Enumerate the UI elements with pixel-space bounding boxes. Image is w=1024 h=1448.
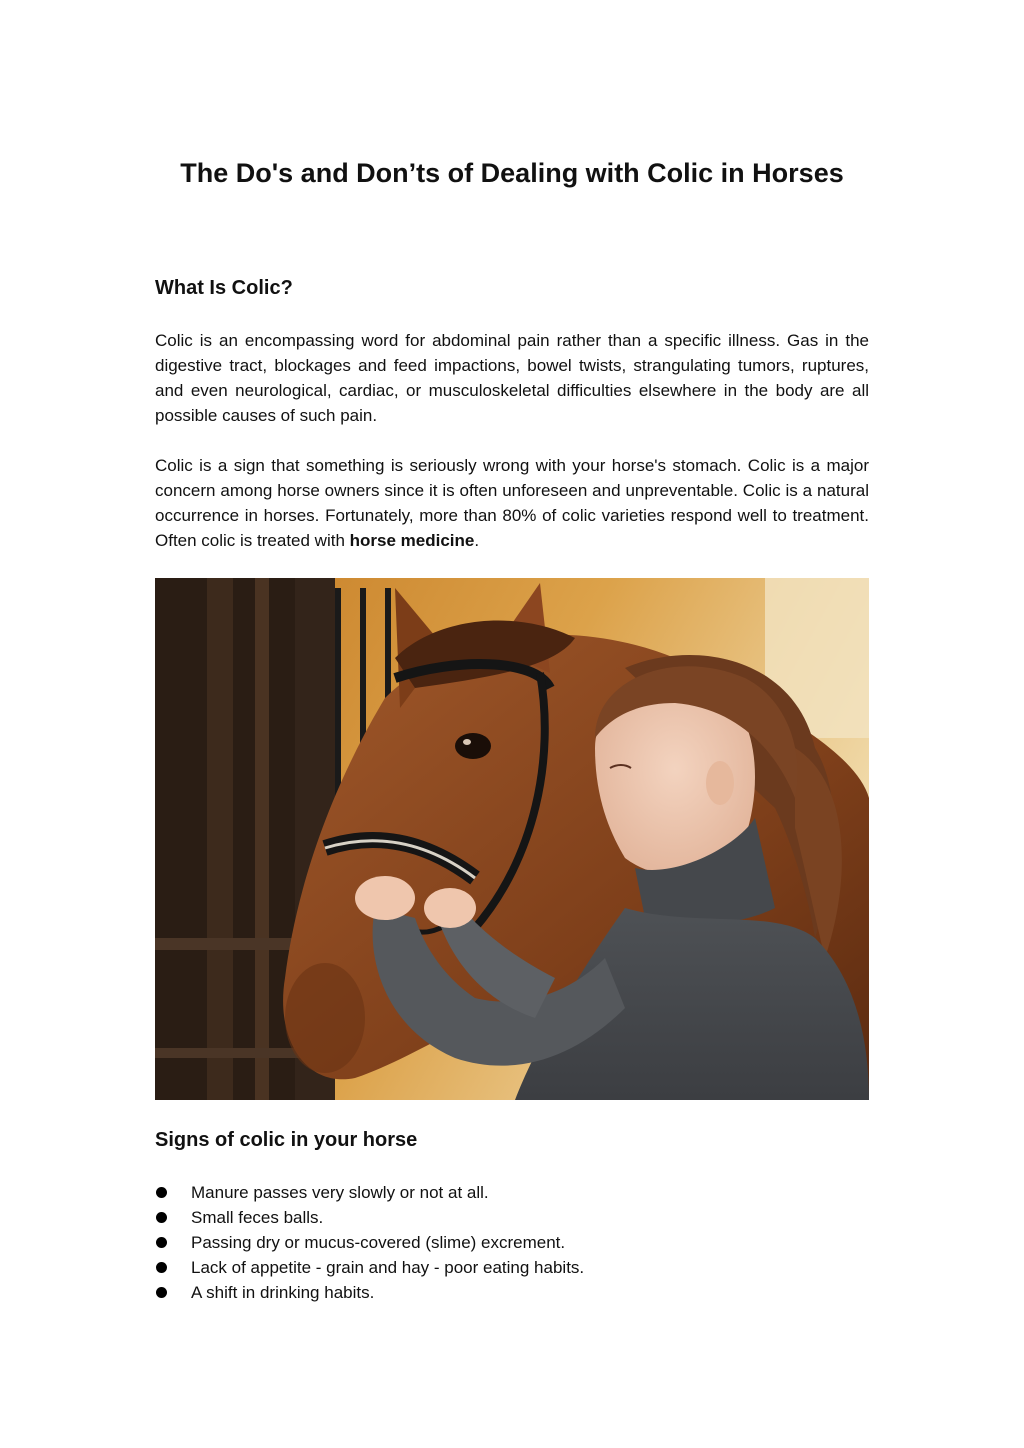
horse-medicine-bold: horse medicine (349, 531, 475, 550)
list-item-text: Passing dry or mucus-covered (slime) excrement. (191, 1233, 566, 1252)
list-item-text: A shift in drinking habits. (191, 1283, 375, 1302)
paragraph-colic-concern-text: Colic is a sign that something is seriously wrong with your horse's stomach. Colic is a major concern among horse owners since it is often unforeseen and unpreventable. Colic is a natural occurrence in horses. Fortunately, more than 80% of colic varieties respond well to treatment. Often colic is treated with (155, 456, 869, 550)
paragraph-colic-concern (155, 453, 869, 553)
bullet-icon (156, 1237, 167, 1248)
list-item-text: Small feces balls. (191, 1208, 324, 1227)
section-heading-signs-of-colic: Signs of colic in your horse (155, 1129, 418, 1151)
list-item (155, 1255, 869, 1280)
signs-list (155, 1180, 869, 1305)
list-item (155, 1280, 869, 1305)
bullet-icon (156, 1212, 167, 1223)
paragraph-end-period: . (474, 531, 480, 550)
photo-illustration (155, 578, 869, 1100)
list-item-text: Lack of appetite - grain and hay - poor eating habits. (191, 1258, 585, 1277)
list-item-text: Manure passes very slowly or not at all. (191, 1183, 489, 1202)
list-item (155, 1180, 869, 1205)
bullet-icon (156, 1287, 167, 1298)
bullet-icon (156, 1262, 167, 1273)
page-title: The Do's and Don’ts of Dealing with Colic in Horses (180, 158, 844, 188)
paragraph-colic-definition: Colic is an encompassing word for abdominal pain rather than a specific illness. Gas in the digestive tract, blockages and feed impactions, bowel twists, strangulating tumors, ruptures, and even neurological, cardiac, or musculoskeletal difficulties elsewhere in the body are all possible causes of such pain. (155, 331, 869, 425)
section-heading-what-is-colic: What Is Colic? (155, 277, 293, 299)
horse-and-woman-photo (155, 578, 869, 1100)
list-item (155, 1230, 869, 1255)
bullet-icon (156, 1187, 167, 1198)
list-item (155, 1205, 869, 1230)
